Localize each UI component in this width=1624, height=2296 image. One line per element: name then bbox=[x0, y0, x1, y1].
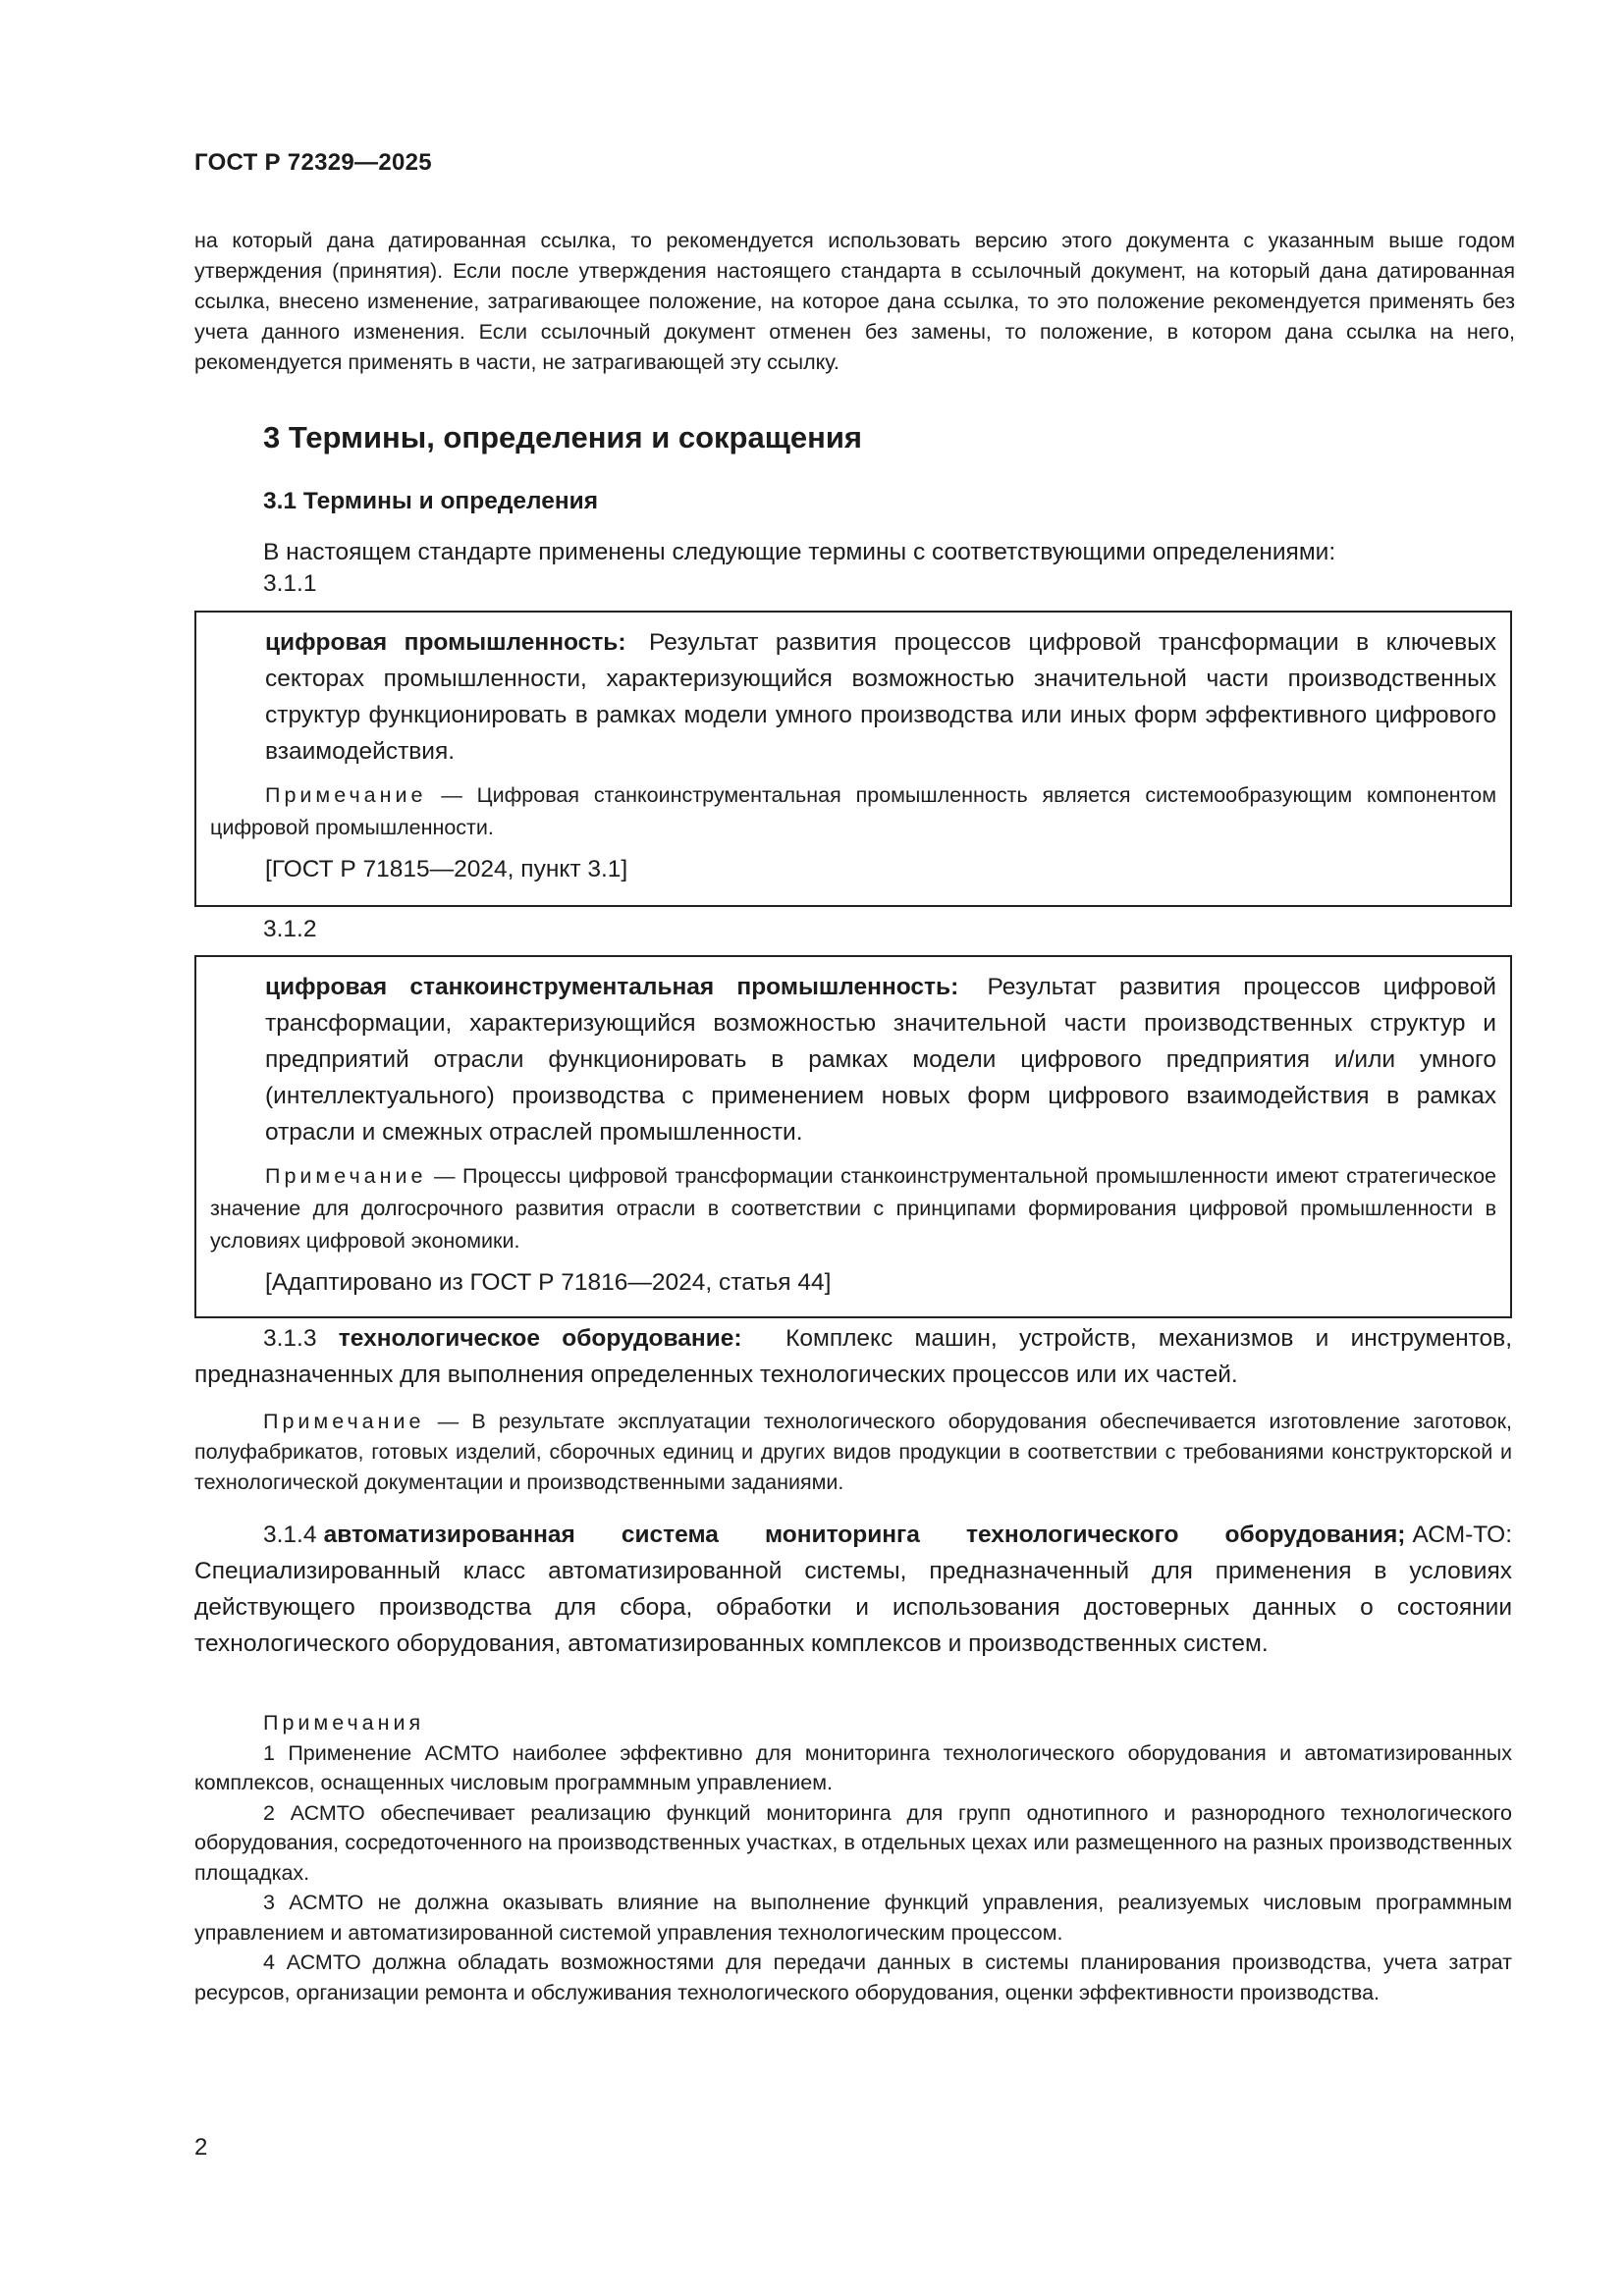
note-text: — Процессы цифровой трансформации станкоинструментальной промышленности имеют стратегическое значение для долгосрочного развития отрасли в соответствии с принципами формирования цифровой промышленности в условиях цифровой экономики. bbox=[210, 1164, 1496, 1253]
term-paragraph bbox=[194, 1517, 1512, 1662]
term-name: технологическое оборудование: bbox=[338, 1325, 742, 1352]
term-definition bbox=[265, 969, 1496, 1150]
note-text: — В результате эксплуатации технологического оборудования обеспечивается изготовление заготовок, полуфабрикатов, готовых изделий, сборочных единиц и других видов продукции в соответствии с требованиями конструкторской и технологической документации и производственными заданиями. bbox=[194, 1410, 1512, 1494]
term-box bbox=[194, 955, 1512, 1318]
term-note bbox=[194, 1407, 1512, 1498]
term-number: 3.1.4 bbox=[263, 1522, 317, 1548]
notes-block bbox=[194, 1708, 1512, 2007]
lead-paragraph: В настоящем стандарте применены следующие термины с соответствующими определениями: bbox=[263, 539, 1336, 565]
page-number: 2 bbox=[194, 2134, 208, 2161]
definition-text: АСМ-ТО: Специализированный класс автоматизированной системы, предназначенный для применения в условиях действующего производства для сбора, обработки и использования достоверных данных о состоянии технологического оборудования, автоматизированных комплексов и производственных систем. bbox=[194, 1522, 1513, 1657]
term-note bbox=[210, 779, 1496, 844]
term-name: цифровая промышленность: bbox=[265, 629, 626, 656]
note-item: 4 АСМТО должна обладать возможностями для передачи данных в системы планирования производства, учета затрат ресурсов, организации ремонта и обслуживания технологического оборудования, оценки эффективности производства. bbox=[194, 1950, 1512, 2004]
note-item: 2 АСМТО обеспечивает реализацию функций мониторинга для групп однотипного и разнородного технологического оборудования, сосредоточенного на производственных участках, в отдельных цехах или размещенного на разных производственных площадках. bbox=[194, 1800, 1512, 1885]
intro-paragraph: на который дана датированная ссылка, то рекомендуется использовать версию этого документа с указанным выше годом утверждения (принятия). Если после утверждения настоящего стандарта в ссылочный документ, на который дана датированная ссылка, внесено изменение, затрагивающее положение, на которое дана ссылка, то это положение рекомендуется применять без учета данного изменения. Если ссылочный документ отменен без замены, то положение, в котором дана ссылка на него, рекомендуется применять в части, не затрагивающей эту ссылку. bbox=[194, 229, 1515, 374]
term-name: цифровая станкоинструментальная промышленность: bbox=[265, 974, 959, 1000]
definition-text: Комплекс машин, устройств, механизмов и инструментов, предназначенных для выполнения определенных технологических процессов или их частей. bbox=[194, 1325, 1513, 1388]
note-text: — Цифровая станкоинструментальная промышленность является системообразующим компонентом цифровой промышленности. bbox=[210, 783, 1496, 839]
section-title: 3 Термины, определения и сокращения bbox=[263, 420, 862, 454]
term-note bbox=[210, 1160, 1496, 1257]
term-box bbox=[194, 611, 1512, 907]
term-number: 3.1.3 bbox=[263, 1325, 317, 1352]
term-definition bbox=[265, 624, 1496, 770]
note-label: Примечание bbox=[265, 1164, 427, 1188]
subsection-title: 3.1 Термины и определения bbox=[263, 488, 599, 514]
standard-header: ГОСТ Р 72329—2025 bbox=[194, 149, 432, 176]
term-number: 3.1.2 bbox=[263, 916, 317, 942]
note-item: 3 АСМТО не должна оказывать влияние на выполнение функций управления, реализуемых числовым программным управлением и автоматизированной системой управления технологическим процессом. bbox=[194, 1891, 1512, 1945]
term-name: автоматизированная система мониторинга технологического оборудования; bbox=[323, 1522, 1406, 1548]
term-number: 3.1.1 bbox=[263, 570, 317, 597]
notes-label: Примечания bbox=[263, 1711, 425, 1735]
term-paragraph bbox=[194, 1320, 1512, 1393]
note-label: Примечание bbox=[265, 783, 427, 807]
note-item: 1 Применение АСМТО наиболее эффективно для мониторинга технологического оборудования и автоматизированных комплексов, оснащенных числовым программным управлением. bbox=[194, 1740, 1512, 1794]
definition-text: Результат развития процессов цифровой трансформации в ключевых секторах промышленности, характеризующийся возможностью значительной части производственных структур функционировать в рамках модели умного производства или иных форм эффективного цифрового взаимодействия. bbox=[265, 629, 1496, 765]
note-label: Примечание bbox=[263, 1410, 425, 1433]
definition-text: Результат развития процессов цифровой трансформации, характеризующийся возможностью значительной части производственных структур и предприятий отрасли функционировать в рамках модели цифрового предприятия и/или умного (интеллектуального) производства с применением новых форм цифрового взаимодействия в рамках отрасли и смежных отраслей промышленности. bbox=[265, 974, 1496, 1146]
term-source: [Адаптировано из ГОСТ Р 71816—2024, статья 44] bbox=[265, 1269, 832, 1296]
term-source: [ГОСТ Р 71815—2024, пункт 3.1] bbox=[265, 856, 628, 882]
